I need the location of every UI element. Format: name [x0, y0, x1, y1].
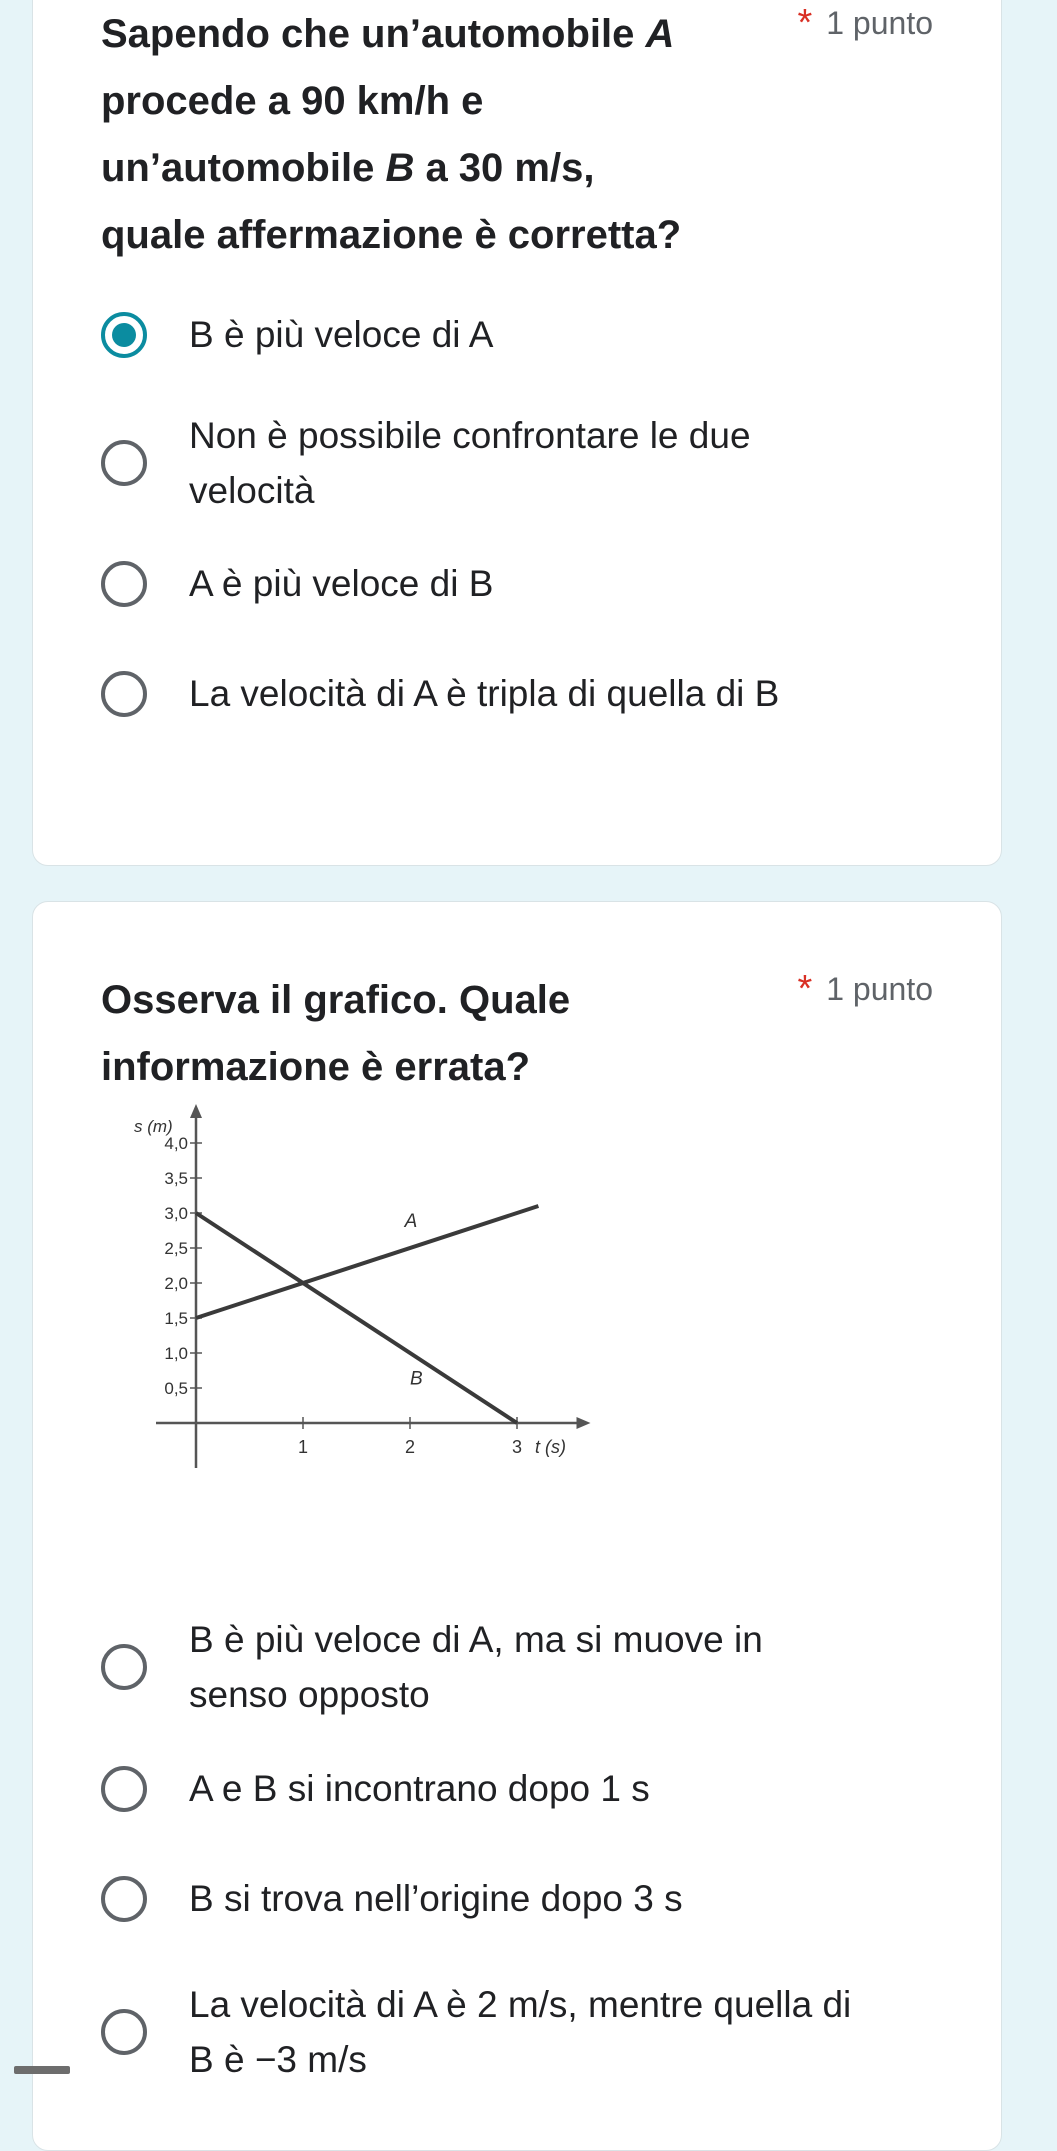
question-title-2: Osserva il grafico. Quale informazione è errata? [101, 978, 571, 1089]
chart-svg [101, 1117, 601, 1492]
option-label: Non è possibile confrontare le due velocità [189, 415, 751, 511]
radio-button-checked[interactable] [101, 312, 147, 358]
y-tick-label: 1,5 [164, 1309, 188, 1328]
option-row[interactable] [101, 556, 961, 611]
option-label: A è più veloce di B [189, 563, 494, 604]
required-star: * [797, 2, 813, 44]
option-label: A e B si incontrano dopo 1 s [189, 1768, 650, 1809]
option-label: B è più veloce di A [189, 314, 494, 355]
option-label: B si trova nell’origine dopo 3 s [189, 1878, 683, 1919]
option-row[interactable] [101, 1612, 821, 1722]
y-tick-label: 2,0 [164, 1274, 188, 1293]
radio-button[interactable] [101, 1644, 147, 1690]
radio-button[interactable] [101, 561, 147, 607]
series-label-a: A [404, 1211, 418, 1232]
radio-button[interactable] [101, 440, 147, 486]
x-tick-label: 3 [511, 1437, 523, 1457]
y-tick-label: 0,5 [164, 1379, 188, 1398]
radio-button[interactable] [101, 1876, 147, 1922]
x-tick-label: 1 [297, 1437, 309, 1457]
points-label-1: * 1 punto [797, 2, 933, 44]
x-tick-label: 2 [404, 1437, 416, 1457]
required-star: * [797, 968, 813, 1010]
y-tick-label: 1,0 [164, 1344, 188, 1363]
y-tick-label: 4,0 [164, 1134, 188, 1153]
series-line-a [196, 1206, 538, 1318]
option-label: La velocità di A è tripla di quella di B [189, 673, 780, 714]
question-title-1: Sapendo che un’automobile A procede a 90 km/h e un’automobile B a 30 m/s, quale affermazione è corretta? [101, 12, 682, 257]
option-row[interactable] [101, 1871, 961, 1926]
y-tick-label: 3,0 [164, 1204, 188, 1223]
points-label-2: * 1 punto [797, 968, 933, 1010]
position-time-chart [101, 1117, 601, 1492]
question-card-1 [32, 0, 1002, 866]
option-row[interactable] [101, 307, 961, 362]
series-line-b [196, 1213, 517, 1423]
option-row[interactable] [101, 666, 961, 721]
option-label: B è più veloce di A, ma si muove in senso opposto [189, 1619, 763, 1715]
y-axis-arrow [190, 1104, 202, 1118]
option-label: La velocità di A è 2 m/s, mentre quella di B è −3 m/s [189, 1984, 852, 2080]
scroll-indicator [14, 2066, 70, 2074]
radio-button[interactable] [101, 671, 147, 717]
y-tick-label: 2,5 [164, 1239, 188, 1258]
radio-button[interactable] [101, 2009, 147, 2055]
series-label-b: B [410, 1368, 423, 1390]
question-card-2 [32, 901, 1002, 2151]
y-tick-label: 3,5 [164, 1169, 188, 1188]
x-axis-arrow [577, 1417, 591, 1429]
y-axis-label: s (m) [134, 1117, 173, 1136]
radio-button[interactable] [101, 1766, 147, 1812]
option-row[interactable] [101, 1761, 961, 1816]
option-row[interactable] [101, 408, 821, 518]
x-axis-label: t (s) [535, 1437, 566, 1457]
option-row[interactable] [101, 1977, 871, 2087]
